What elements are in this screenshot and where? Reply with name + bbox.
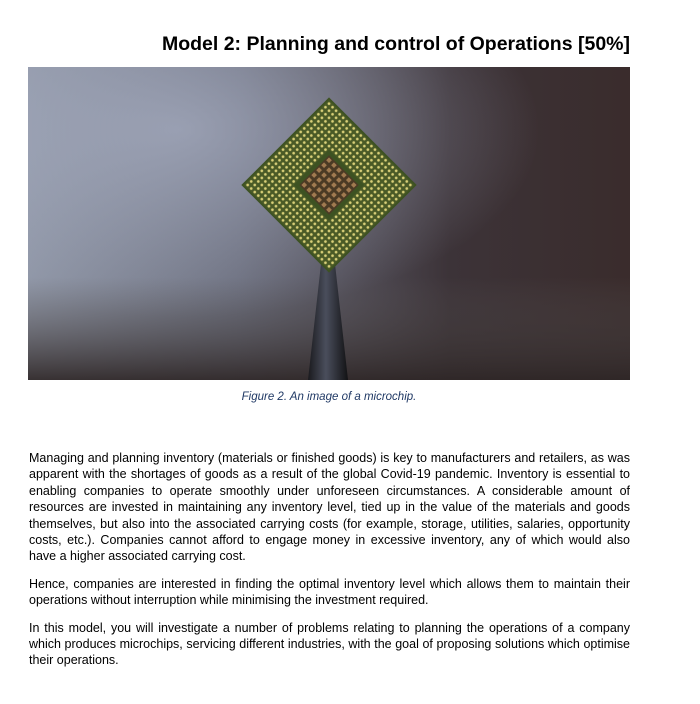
microchip-figure <box>28 67 630 380</box>
paragraph-inventory: Managing and planning inventory (materials or finished goods) is key to manufacturers and retailers, as was apparent with the shortages of goods as a result of the global Covid-19 pandemic. Inventory is essential to enabling companies to operate smoothly under unforeseen circumstances. A considerable amount of resources are invested in maintaining any inventory level, tied up in the value of the materials and goods themselves, but also into the associated carrying costs (for example, storage, utilities, salaries, opportunity costs, etc.). Companies cannot afford to engage money in excessive inventory, any of which would also have a higher associated carrying cost. <box>29 451 630 564</box>
page-title: Model 2: Planning and control of Operations [50%] <box>161 33 630 55</box>
paragraph-model-scope: In this model, you will investigate a number of problems relating to planning the operations of a company which produces microchips, servicing different industries, with the goal of proposing solutions which optimise their operations. <box>29 620 630 668</box>
microchip-image <box>28 67 630 380</box>
paragraph-optimal-level: Hence, companies are interested in finding the optimal inventory level which allows them to maintain their operations without interruption while minimising the investment required. <box>29 576 630 608</box>
figure-caption: Figure 2. An image of a microchip. <box>241 391 417 403</box>
body-text <box>29 450 630 680</box>
